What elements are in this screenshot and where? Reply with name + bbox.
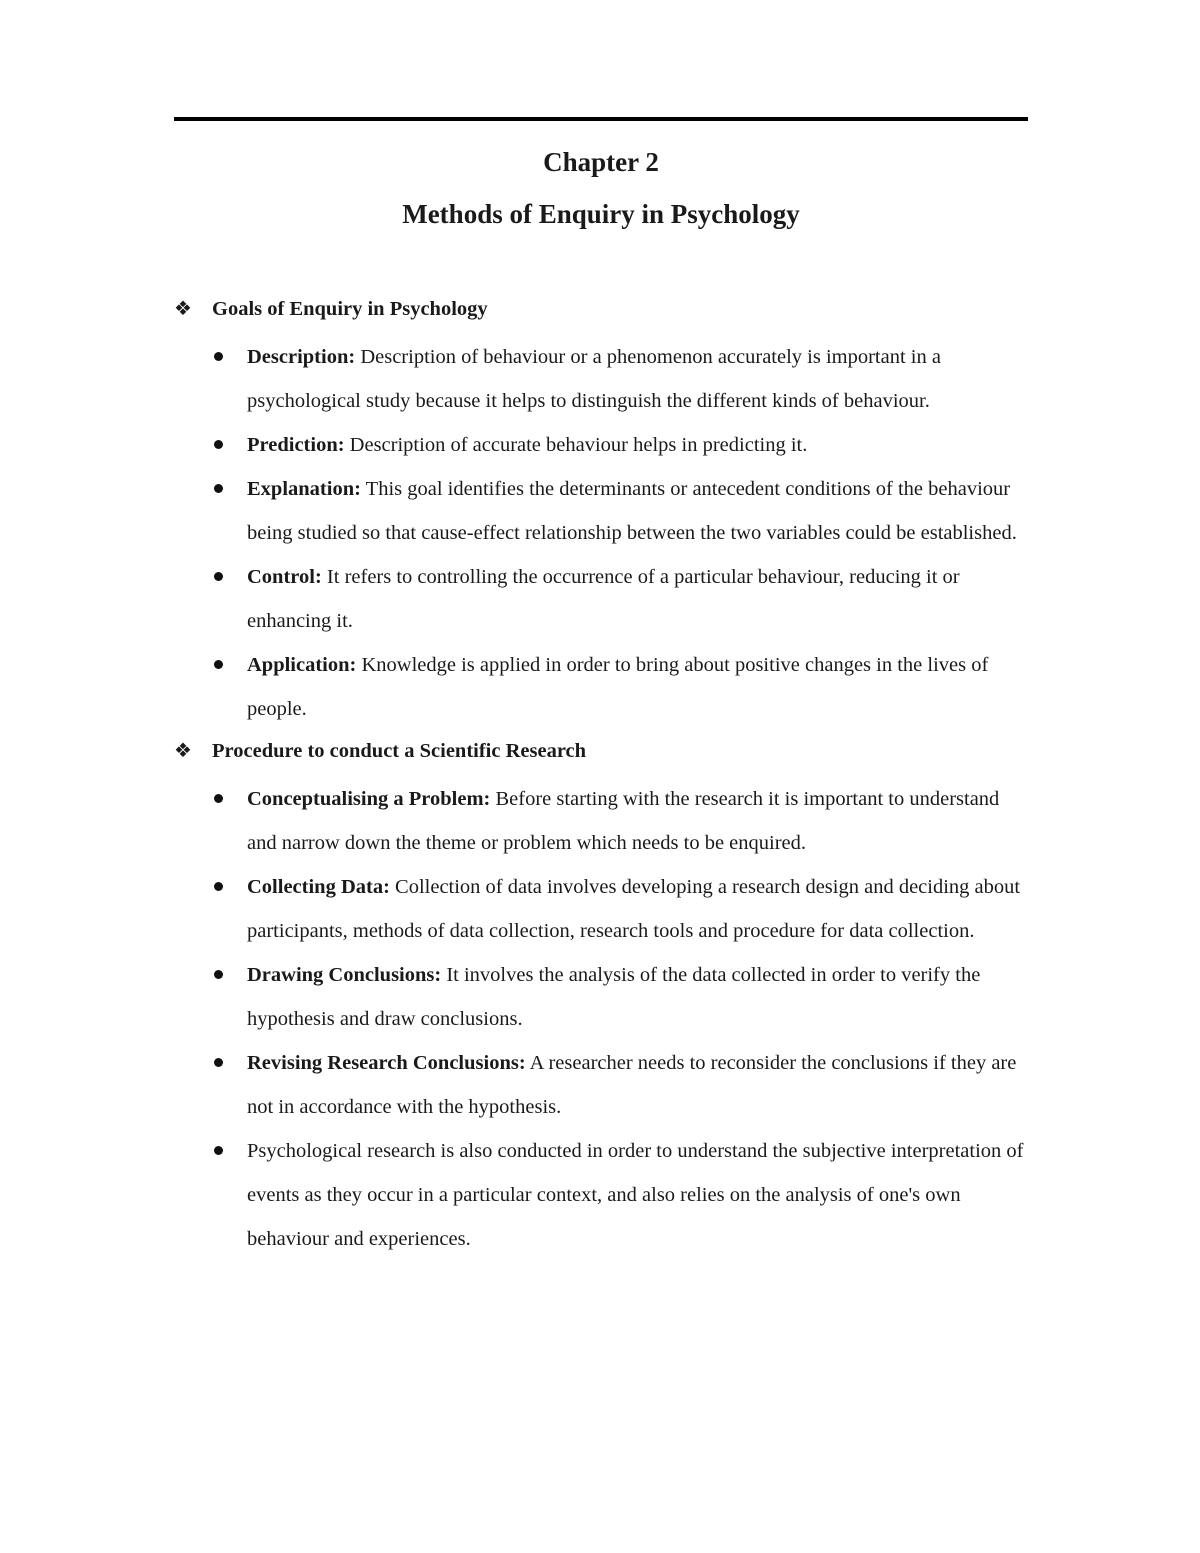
item-term: Prediction: <box>247 434 345 456</box>
round-bullet-icon <box>214 440 223 449</box>
list-item <box>174 335 1034 423</box>
document-title: Methods of Enquiry in Psychology <box>402 199 800 229</box>
item-term: Application: <box>247 654 357 676</box>
round-bullet-icon <box>214 794 223 803</box>
round-bullet-icon <box>214 1058 223 1067</box>
item-term: Conceptualising a Problem: <box>247 788 491 810</box>
document-body <box>174 291 1034 1265</box>
top-horizontal-rule <box>174 117 1028 121</box>
round-bullet-icon <box>214 572 223 581</box>
item-text: Collection of data involves developing a research design and deciding about participants, methods of data collection, research tools and procedure for data collection. <box>247 876 1021 942</box>
item-text: Description of accurate behaviour helps in predicting it. <box>344 434 808 456</box>
round-bullet-icon <box>214 484 223 493</box>
diamond-bullet-icon: ❖ <box>174 740 192 762</box>
section-heading <box>174 291 1034 327</box>
item-text: It refers to controlling the occurrence of a particular behaviour, reducing it or enhancing it. <box>247 566 960 632</box>
list-item <box>174 953 1034 1041</box>
section-heading-text: Procedure to conduct a Scientific Research <box>212 740 587 762</box>
list-item <box>174 467 1034 555</box>
section-goals <box>174 291 1034 731</box>
item-text: This goal identifies the determinants or antecedent conditions of the behaviour being studied so that cause-effect relationship between the two variables could be established. <box>247 478 1017 544</box>
list-item <box>174 555 1034 643</box>
diamond-bullet-icon: ❖ <box>174 298 192 320</box>
item-term: Collecting Data: <box>247 876 390 898</box>
list-item <box>174 777 1034 865</box>
item-term: Explanation: <box>247 478 361 500</box>
round-bullet-icon <box>214 352 223 361</box>
round-bullet-icon <box>214 1146 223 1155</box>
item-text: Knowledge is applied in order to bring about positive changes in the lives of people. <box>247 654 989 720</box>
section-heading-text: Goals of Enquiry in Psychology <box>212 298 488 320</box>
list-item <box>174 1041 1034 1129</box>
item-term: Control: <box>247 566 322 588</box>
item-text: Description of behaviour or a phenomenon accurately is important in a psychological study because it helps to distinguish the different kinds of behaviour. <box>247 346 941 412</box>
item-term: Drawing Conclusions: <box>247 964 442 986</box>
item-term: Revising Research Conclusions: <box>247 1052 526 1074</box>
round-bullet-icon <box>214 970 223 979</box>
list-item <box>174 1129 1034 1261</box>
item-text: It involves the analysis of the data collected in order to verify the hypothesis and draw conclusions. <box>247 964 981 1030</box>
round-bullet-icon <box>214 660 223 669</box>
item-term: Description: <box>247 346 356 368</box>
round-bullet-icon <box>214 882 223 891</box>
list-item <box>174 865 1034 953</box>
list-item <box>174 643 1034 731</box>
list-item <box>174 423 1034 467</box>
chapter-title: Chapter 2 <box>543 147 659 177</box>
section-heading <box>174 733 1034 769</box>
item-text: Psychological research is also conducted in order to understand the subjective interpretation of events as they occur in a particular context, and also relies on the analysis of one's own behaviour and experiences. <box>247 1140 1024 1250</box>
item-text: Before starting with the research it is important to understand and narrow down the theme or problem which needs to be enquired. <box>247 788 1000 854</box>
item-text: A researcher needs to reconsider the conclusions if they are not in accordance with the hypothesis. <box>247 1052 1017 1118</box>
section-procedure <box>174 733 1034 1261</box>
